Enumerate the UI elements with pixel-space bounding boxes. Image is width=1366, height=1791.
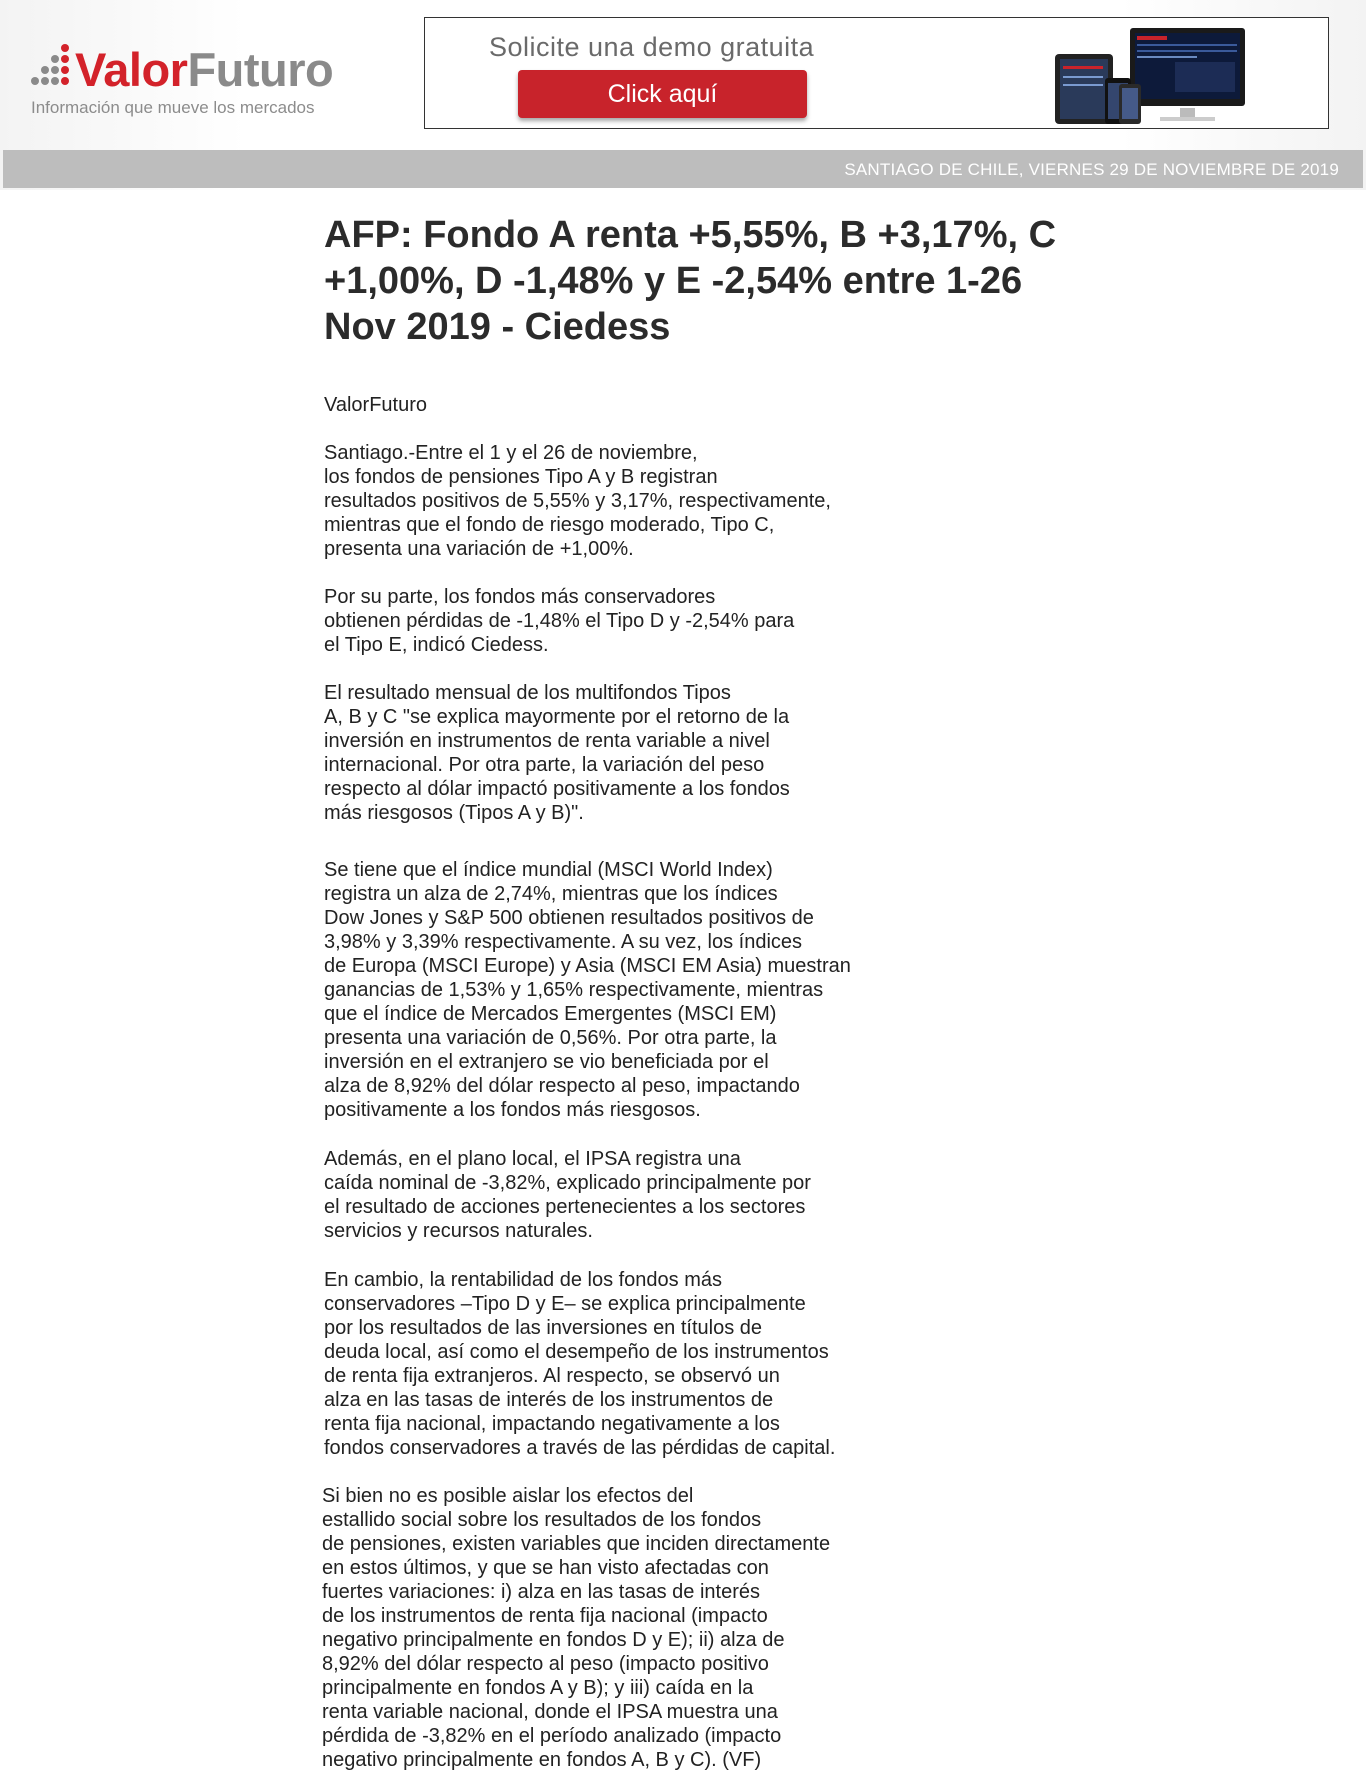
paragraph-line: los fondos de pensiones Tipo A y B registran [324,466,718,488]
paragraph-line: de pensiones, existen variables que inciden directamente [322,1533,831,1555]
paragraph-line: 8,92% del dólar respecto al peso (impacto positivo [322,1653,769,1675]
logo-brand-valor: Valor [75,43,188,96]
date-bar [3,150,1363,188]
paragraph-line: internacional. Por otra parte, la variación del peso [324,754,765,776]
paragraph-line: de Europa (MSCI Europe) y Asia (MSCI EM Asia) muestran [324,955,851,977]
article-paragraph [324,1147,811,1243]
paragraph-line: respecto al dólar impactó positivamente a los fondos [324,778,790,800]
paragraph-line: conservadores –Tipo D y E– se explica principalmente [324,1293,806,1315]
paragraph-line: alza de 8,92% del dólar respecto al peso, impactando [324,1075,800,1097]
paragraph-line: resultados positivos de 5,55% y 3,17%, respectivamente, [324,490,831,512]
paragraph-line: el Tipo E, indicó Ciedess. [324,634,549,656]
paragraph-line: presenta una variación de +1,00%. [324,538,634,560]
paragraph-line: deuda local, así como el desempeño de los instrumentos [324,1341,829,1363]
paragraph-line: Dow Jones y S&P 500 obtienen resultados positivos de [324,907,814,929]
logo-brand-futuro: Futuro [187,43,334,96]
paragraph-line: obtienen pérdidas de -1,48% el Tipo D y -2,54% para [324,610,795,632]
paragraph-line: en estos últimos, y que se han visto afectadas con [322,1557,769,1579]
paragraph-line: alza en las tasas de interés de los instrumentos de [324,1389,774,1411]
paragraph-line: servicios y recursos naturales. [324,1220,593,1242]
site-logo[interactable] [31,40,371,120]
paragraph-line: principalmente en fondos A y B); y iii) caída en la [322,1677,754,1699]
article-paragraph [324,585,794,657]
article-paragraph [324,681,790,825]
demo-ad-banner[interactable] [424,17,1329,129]
paragraph-line: 3,98% y 3,39% respectivamente. A su vez, los índices [324,931,803,953]
paragraph-line: más riesgosos (Tipos A y B)". [324,802,584,824]
logo-dots-icon [31,42,71,94]
paragraph-line: presenta una variación de 0,56%. Por otra parte, la [324,1027,777,1049]
paragraph-line: En cambio, la rentabilidad de los fondos más [324,1269,723,1291]
paragraph-line: inversión en el extranjero se vio beneficiada por el [324,1051,769,1073]
paragraph-line: que el índice de Mercados Emergentes (MSCI EM) [324,1003,777,1025]
article-paragraph [324,441,831,561]
site-header [0,0,1366,190]
logo-tagline: Información que mueve los mercados [31,98,315,117]
paragraph-line: fondos conservadores a través de las pérdidas de capital. [324,1437,836,1459]
paragraph-line: estallido social sobre los resultados de los fondos [322,1509,762,1531]
paragraph-line: Por su parte, los fondos más conservadores [324,586,716,608]
paragraph-line: Además, en el plano local, el IPSA registra una [324,1148,741,1170]
paragraph-line: registra un alza de 2,74%, mientras que los índices [324,883,778,905]
paragraph-line: pérdida de -3,82% en el período analizado (impacto [322,1725,782,1747]
paragraph-line: de renta fija extranjeros. Al respecto, se observó un [324,1365,780,1387]
paragraph-line: renta fija nacional, impactando negativamente a los [324,1413,780,1435]
paragraph-line: caída nominal de -3,82%, explicado principalmente por [324,1172,811,1194]
paragraph-line: inversión en instrumentos de renta variable a nivel [324,730,770,752]
paragraph-line: Si bien no es posible aislar los efectos del [322,1485,694,1507]
paragraph-line: de los instrumentos de renta fija nacional (impacto [322,1605,768,1627]
article-title: AFP: Fondo A renta +5,55%, B +3,17%, C +1,00%, D -1,48% y E -2,54% entre 1-26 Nov 2019 - Ciedess [324,214,1057,348]
devices-illustration-icon [1035,26,1305,126]
logo-wordmark [75,40,333,100]
paragraph-line: A, B y C "se explica mayormente por el retorno de la [324,706,790,728]
article-paragraph [324,1268,835,1460]
paragraph-line: el resultado de acciones pertenecientes a los sectores [324,1196,806,1218]
click-here-button[interactable]: Click aquí [518,70,807,118]
paragraph-line: renta variable nacional, donde el IPSA muestra una [322,1701,778,1723]
article-paragraph [324,858,851,1122]
dateline: SANTIAGO DE CHILE, VIERNES 29 DE NOVIEMBRE DE 2019 [844,160,1339,179]
article-paragraph [322,1484,830,1772]
paragraph-line: mientras que el fondo de riesgo moderado, Tipo C, [324,514,775,536]
paragraph-line: negativo principalmente en fondos A, B y C). (VF) [322,1749,762,1771]
paragraph-line: Santiago.-Entre el 1 y el 26 de noviembre, [324,442,698,464]
paragraph-line: Se tiene que el índice mundial (MSCI World Index) [324,859,773,881]
article-byline: ValorFuturo [324,394,428,416]
paragraph-line: fuertes variaciones: i) alza en las tasas de interés [322,1581,760,1603]
paragraph-line: ganancias de 1,53% y 1,65% respectivamente, mientras [324,979,824,1001]
banner-text: Solicite una demo gratuita [489,32,815,62]
paragraph-line: por los resultados de las inversiones en títulos de [324,1317,763,1339]
article [322,212,1104,1771]
paragraph-line: positivamente a los fondos más riesgosos. [324,1099,701,1121]
paragraph-line: El resultado mensual de los multifondos Tipos [324,682,731,704]
paragraph-line: negativo principalmente en fondos D y E); ii) alza de [322,1629,785,1651]
